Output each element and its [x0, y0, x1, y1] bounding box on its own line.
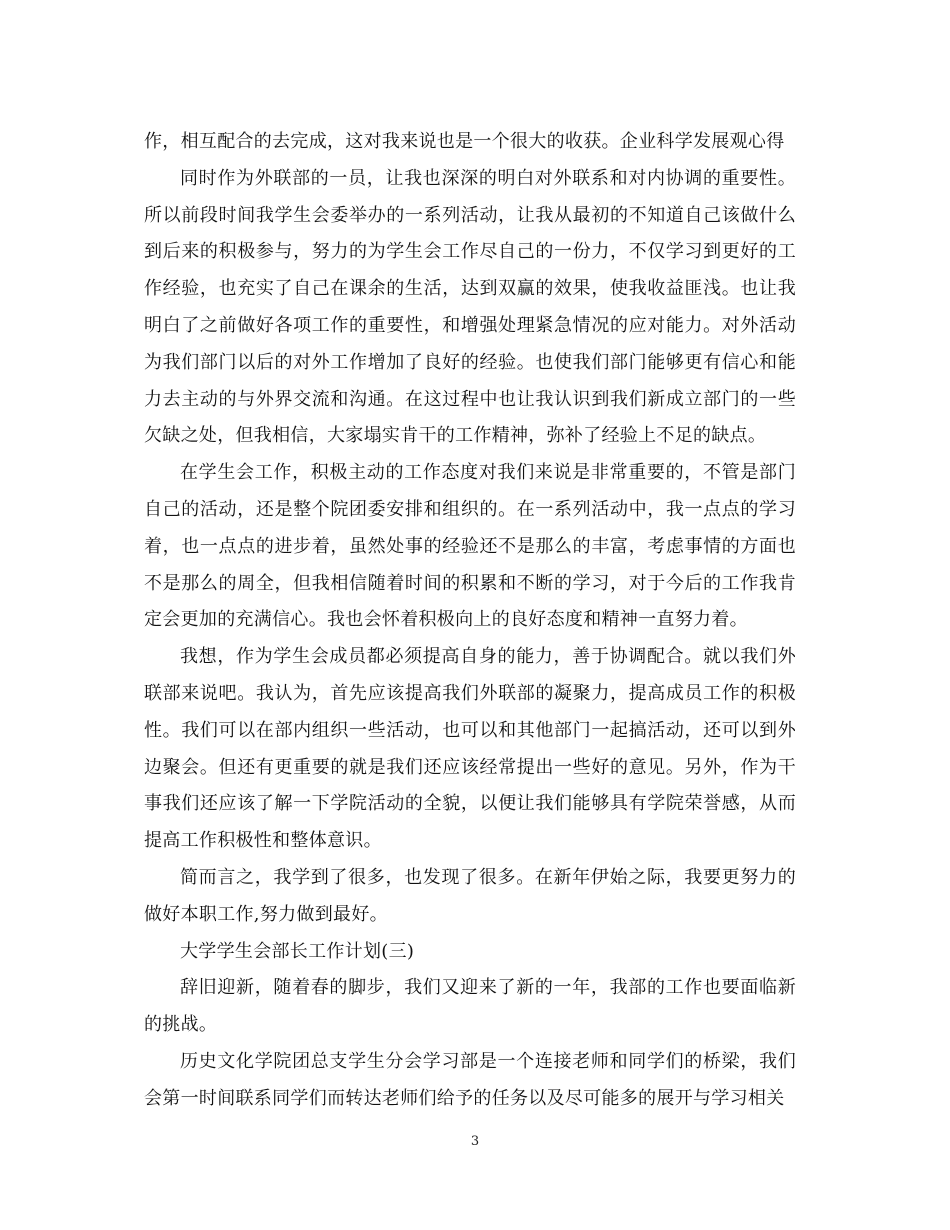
paragraph-new-year: 辞旧迎新，随着春的脚步，我们又迎来了新的一年，我部的工作也要面临新的挑战。: [144, 977, 796, 1036]
page-number: 3: [470, 1134, 480, 1149]
paragraph-external-liaison: 同时作为外联部的一员，让我也深深的明白对外联系和对内协调的重要性。所以前段时间我学生会委举办的一系列活动，让我从最初的不知道自己该做什么到后来的积极参与，努力的为学生会工作尽自己的一份力，不仅学习到更好的工作经验，也充实了自己在课余的生活，达到双赢的效果，使我收益匪浅。也让我明白了之前做好各项工作的重要性，和增强处理紧急情况的应对能力。对外活动为我们部门以后的对外工作增加了良好的经验。也使我们部门能够更有信心和能力去主动的与外界交流和沟通。在这过程中也让我认识到我们新成立部门的一些欠缺之处，但我相信，大家塌实肯干的工作精神，弥补了经验上不足的缺点。: [144, 167, 796, 447]
paragraph-summary: 简而言之，我学到了很多，也发现了很多。在新年伊始之际，我要更努力的做好本职工作,努力做到最好。: [144, 866, 796, 925]
paragraph-improve-ability: 我想，作为学生会成员都必须提高自身的能力，善于协调配合。就以我们外联部来说吧。我认为，首先应该提高我们外联部的凝聚力，提高成员工作的积极性。我们可以在部内组织一些活动，也可以和其他部门一起搞活动，还可以到外边聚会。但还有更重要的就是我们还应该经常提出一些好的意见。另外，作为干事我们还应该了解一下学院活动的全貌，以便让我们能够具有学院荣誉感，从而提高工作积极性和整体意识。: [144, 646, 796, 852]
paragraph-work-attitude: 在学生会工作，积极主动的工作态度对我们来说是非常重要的，不管是部门自己的活动，还是整个院团委安排和组织的。在一系列活动中，我一点点的学习着，也一点点的进步着，虽然处事的经验还不是那么的丰富，考虑事情的方面也不是那么的周全，但我相信随着时间的积累和不断的学习，对于今后的工作我肯定会更加的充满信心。我也会怀着积极向上的良好态度和精神一直努力着。: [144, 462, 796, 631]
body-text: [144, 124, 796, 1118]
paragraph-study-department: 历史文化学院团总支学生分会学习部是一个连接老师和同学们的桥梁，我们会第一时间联系同学们而转达老师们给予的任务以及尽可能多的展开与学习相关: [144, 1050, 796, 1109]
paragraph-continuation: 作，相互配合的去完成，这对我来说也是一个很大的收获。企业科学发展观心得: [144, 131, 785, 152]
section-heading: 大学学生会部长工作计划(三): [180, 940, 415, 962]
